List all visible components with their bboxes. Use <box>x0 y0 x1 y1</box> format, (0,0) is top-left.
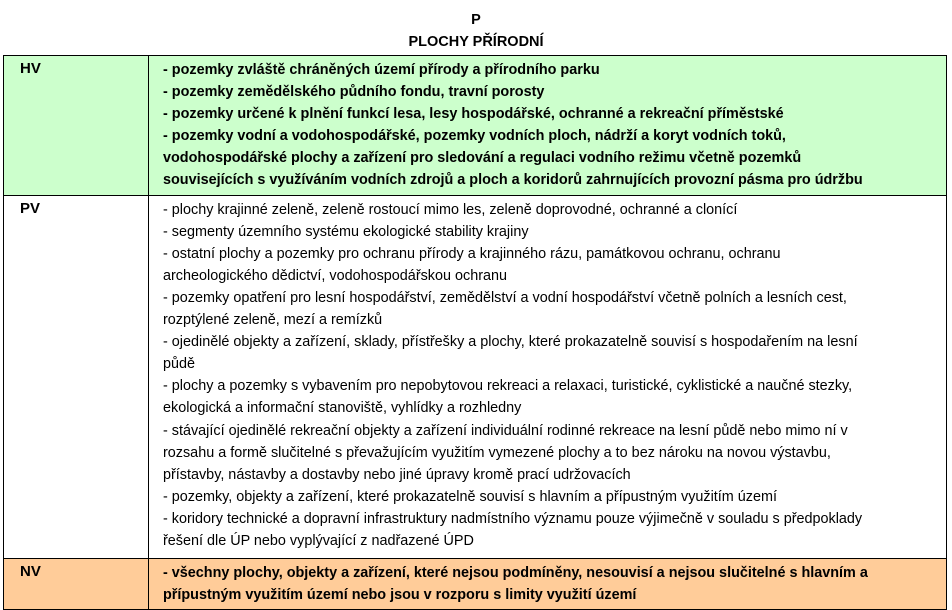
table-row-hv <box>4 56 947 196</box>
section-code: P <box>471 12 481 28</box>
pv-line: - pozemky, objekty a zařízení, které prokazatelně souvisí s hlavním a přípustným využitím území <box>163 488 777 505</box>
row-text-pv <box>149 195 947 558</box>
table-row-pv <box>4 195 947 558</box>
nv-line: - všechny plochy, objekty a zařízení, které nejsou podmíněny, nesouvisí a nejsou slučitelné s hlavním a <box>163 564 868 581</box>
regulation-table <box>3 55 947 610</box>
pv-line: přístavby, nástavby a dostavby nebo jiné úpravy kromě prací udržovacích <box>163 466 631 483</box>
pv-line: půdě <box>163 356 196 373</box>
pv-line: - plochy a pozemky s vybavením pro nepobytovou rekreaci a relaxaci, turistické, cyklistické a naučné stezky, <box>163 378 853 395</box>
row-code-pv: PV <box>4 195 149 558</box>
pv-line: - ojedinělé objekty a zařízení, sklady, přístřešky a plochy, které prokazatelně souvisí s hospodařením na lesní <box>163 334 858 351</box>
hv-line: - pozemky určené k plnění funkcí lesa, lesy hospodářské, ochranné a rekreační příměstské <box>163 106 784 123</box>
pv-line: rozsahu a formě slučitelné s převažujícím využitím vymezené plochy a to bez nároku na novou výstavbu, <box>163 444 831 461</box>
row-text-hv <box>149 56 947 196</box>
section-title: PLOCHY PŘÍRODNÍ <box>408 34 544 50</box>
pv-line: - koridory technické a dopravní infrastruktury nadmístního významu pouze výjimečně v souladu s předpoklady <box>163 510 863 527</box>
hv-line: - pozemky zvláště chráněných území přírody a přírodního parku <box>163 62 600 78</box>
pv-line: archeologického dědictví, vodohospodářskou ochranu <box>163 267 508 284</box>
nv-line: přípustným využitím území nebo jsou v rozporu s limity využití území <box>163 586 637 603</box>
pv-line: - pozemky opatření pro lesní hospodářství, zemědělství a vodní hospodářství včetně polních a lesních cest, <box>163 289 847 306</box>
table-row-nv <box>4 558 947 609</box>
hv-line: vodohospodářské plochy a zařízení pro sledování a regulaci vodního režimu včetně pozemků <box>163 150 802 167</box>
row-text-nv <box>149 558 947 609</box>
pv-line: rozptýlené zeleně, mezí a remízků <box>163 312 383 329</box>
pv-line: - plochy krajinné zeleně, zeleně rostoucí mimo les, zeleně doprovodné, ochranné a clonící <box>163 201 738 218</box>
pv-line: řešení dle ÚP nebo vyplývající z nadřazené ÚPD <box>163 532 474 549</box>
row-code-hv: HV <box>4 56 149 196</box>
pv-line: ekologická a informační stanoviště, vyhlídky a rozhledny <box>163 400 522 417</box>
hv-line: - pozemky vodní a vodohospodářské, pozemky vodních ploch, nádrží a koryt vodních toků, <box>163 128 786 145</box>
pv-line: - ostatní plochy a pozemky pro ochranu přírody a krajinného rázu, památkovou ochranu, ochranu <box>163 245 781 262</box>
hv-line: - pozemky zemědělského půdního fondu, travní porosty <box>163 84 545 101</box>
row-code-nv: NV <box>4 558 149 609</box>
pv-line: - stávající ojedinělé rekreační objekty a zařízení individuální rodinné rekreace na lesní půdě nebo mimo ní v <box>163 422 848 439</box>
hv-line: souvisejících s využíváním vodních zdrojů a ploch a koridorů zahrnujících provozní pásma pro údržbu <box>163 172 863 189</box>
pv-line: - segmenty územního systému ekologické stability krajiny <box>163 223 529 240</box>
